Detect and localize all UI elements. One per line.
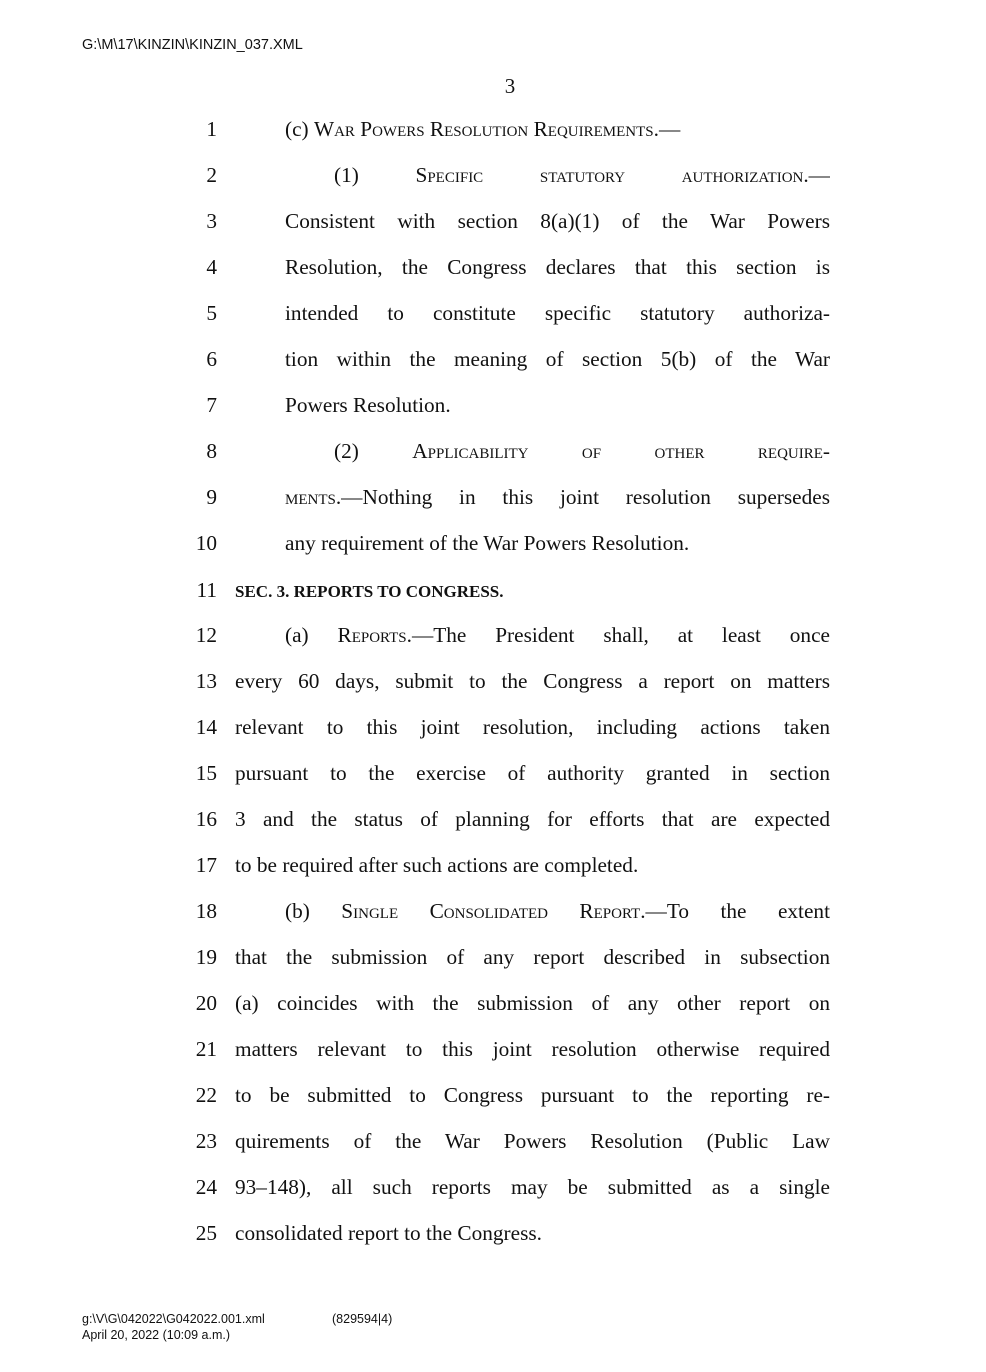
- text-run: that the submission of any report described in subsection: [235, 945, 830, 969]
- line-number: 1: [206, 117, 217, 141]
- text-run: to be required after such actions are completed.: [235, 853, 639, 877]
- text-line: [0, 758, 986, 788]
- text-line: [0, 252, 986, 282]
- line-text: [285, 896, 830, 926]
- text-line: [0, 436, 986, 466]
- text-run: to be submitted to Congress pursuant to the reporting re-: [235, 1083, 830, 1107]
- footer: [82, 1311, 393, 1343]
- line-text: [235, 1218, 830, 1248]
- text-line: [0, 482, 986, 512]
- line-number: 10: [195, 531, 217, 555]
- line-text: [285, 482, 830, 512]
- text-run: Resolution, the Congress declares that this section is: [285, 255, 830, 279]
- text-run: quirements of the War Powers Resolution (Public Law: [235, 1129, 830, 1153]
- line-text: [285, 390, 830, 420]
- text-line: [0, 1172, 986, 1202]
- line-text: [285, 114, 830, 144]
- text-line: [0, 666, 986, 696]
- text-line: [0, 850, 986, 880]
- small-caps-heading: Reports: [337, 623, 407, 647]
- line-text: [285, 344, 830, 374]
- small-caps-heading: Single Consolidated Report: [341, 899, 641, 923]
- text-run: (a): [285, 623, 338, 647]
- line-text: [334, 160, 830, 190]
- line-number: 9: [206, 485, 217, 509]
- text-line: [0, 712, 986, 742]
- line-number: 11: [196, 578, 217, 602]
- text-run: consolidated report to the Congress.: [235, 1221, 542, 1245]
- line-number: 24: [195, 1175, 217, 1199]
- text-line: [0, 942, 986, 972]
- text-line: [0, 804, 986, 834]
- text-line: [0, 1126, 986, 1156]
- text-line: [0, 620, 986, 650]
- text-run: .—To the extent: [640, 899, 830, 923]
- text-run: (a) coincides with the submission of any other report on: [235, 991, 830, 1015]
- line-number: 12: [195, 623, 217, 647]
- text-line: [0, 896, 986, 926]
- line-number: 13: [195, 669, 217, 693]
- text-line: [0, 344, 986, 374]
- text-line: [0, 298, 986, 328]
- text-line: [0, 1080, 986, 1110]
- line-text: [235, 758, 830, 788]
- line-text: [334, 436, 830, 466]
- line-number: 7: [206, 393, 217, 417]
- text-run: .—: [653, 117, 681, 141]
- line-text: [285, 620, 830, 650]
- small-caps-heading: ments: [285, 485, 336, 509]
- line-number: 15: [195, 761, 217, 785]
- footer-code: (829594|4): [332, 1312, 393, 1326]
- line-text: [235, 1034, 830, 1064]
- line-text: [235, 666, 830, 696]
- line-text: [235, 988, 830, 1018]
- line-text: [235, 1172, 830, 1202]
- text-line: [0, 988, 986, 1018]
- text-run: every 60 days, submit to the Congress a report on matters: [235, 669, 830, 693]
- text-line: [0, 1218, 986, 1248]
- line-text: [235, 804, 830, 834]
- line-text: [235, 942, 830, 972]
- text-line: [0, 1034, 986, 1064]
- line-text: [235, 1126, 830, 1156]
- text-run: (1): [334, 163, 416, 187]
- text-line: [0, 528, 986, 558]
- page-number: 3: [504, 74, 516, 98]
- text-run: .—The President shall, at least once: [406, 623, 830, 647]
- text-run: tion within the meaning of section 5(b) of the War: [285, 347, 830, 371]
- text-run: .—: [803, 163, 830, 187]
- text-run: Consistent with section 8(a)(1) of the War Powers: [285, 209, 830, 233]
- line-number: 18: [195, 899, 217, 923]
- footer-file-path: g:\V\G\042022\G042022.001.xml: [82, 1312, 265, 1326]
- file-path-header: G:\M\17\KINZIN\KINZIN_037.XML: [82, 37, 303, 53]
- line-number: 4: [206, 255, 217, 279]
- text-line: [0, 160, 986, 190]
- text-run: .—Nothing in this joint resolution supersedes: [335, 485, 830, 509]
- text-run: intended to constitute specific statutory authoriza-: [285, 301, 830, 325]
- text-run: SEC. 3. REPORTS TO CONGRESS.: [235, 582, 504, 601]
- text-run: pursuant to the exercise of authority granted in section: [235, 761, 830, 785]
- text-line: [0, 575, 986, 605]
- line-number: 20: [195, 991, 217, 1015]
- footer-date: April 20, 2022 (10:09 a.m.): [82, 1328, 230, 1342]
- text-line: [0, 114, 986, 144]
- line-number: 19: [195, 945, 217, 969]
- text-run: (b): [285, 899, 342, 923]
- line-number: 3: [206, 209, 217, 233]
- line-number: 2: [206, 163, 217, 187]
- line-number: 25: [195, 1221, 217, 1245]
- line-text: [235, 1080, 830, 1110]
- text-run: Powers Resolution.: [285, 393, 451, 417]
- line-text: [285, 528, 830, 558]
- text-run: relevant to this joint resolution, including actions taken: [235, 715, 830, 739]
- line-number: 16: [195, 807, 217, 831]
- text-run: 3 and the status of planning for efforts that are expected: [235, 807, 830, 831]
- text-run: (c): [285, 117, 314, 141]
- text-run: any requirement of the War Powers Resolution.: [285, 531, 690, 555]
- line-number: 14: [195, 715, 217, 739]
- small-caps-heading: Applicability of other require-: [412, 439, 830, 463]
- line-number: 21: [195, 1037, 217, 1061]
- line-number: 6: [206, 347, 217, 371]
- line-number: 5: [206, 301, 217, 325]
- line-text: [235, 712, 830, 742]
- text-line: [0, 390, 986, 420]
- small-caps-heading: War Powers Resolution Requirements: [313, 117, 654, 141]
- text-line: [0, 206, 986, 236]
- line-text: [285, 298, 830, 328]
- section-heading: [235, 575, 830, 607]
- line-text: [285, 206, 830, 236]
- line-text: [285, 252, 830, 282]
- line-number: 22: [195, 1083, 217, 1107]
- small-caps-heading: Specific statutory authorization: [415, 163, 804, 187]
- line-number: 23: [195, 1129, 217, 1153]
- text-run: matters relevant to this joint resolution otherwise required: [235, 1037, 830, 1061]
- line-number: 8: [206, 439, 217, 463]
- line-text: [235, 850, 830, 880]
- text-run: 93–148), all such reports may be submitted as a single: [235, 1175, 830, 1199]
- text-run: (2): [334, 439, 413, 463]
- line-number: 17: [195, 853, 217, 877]
